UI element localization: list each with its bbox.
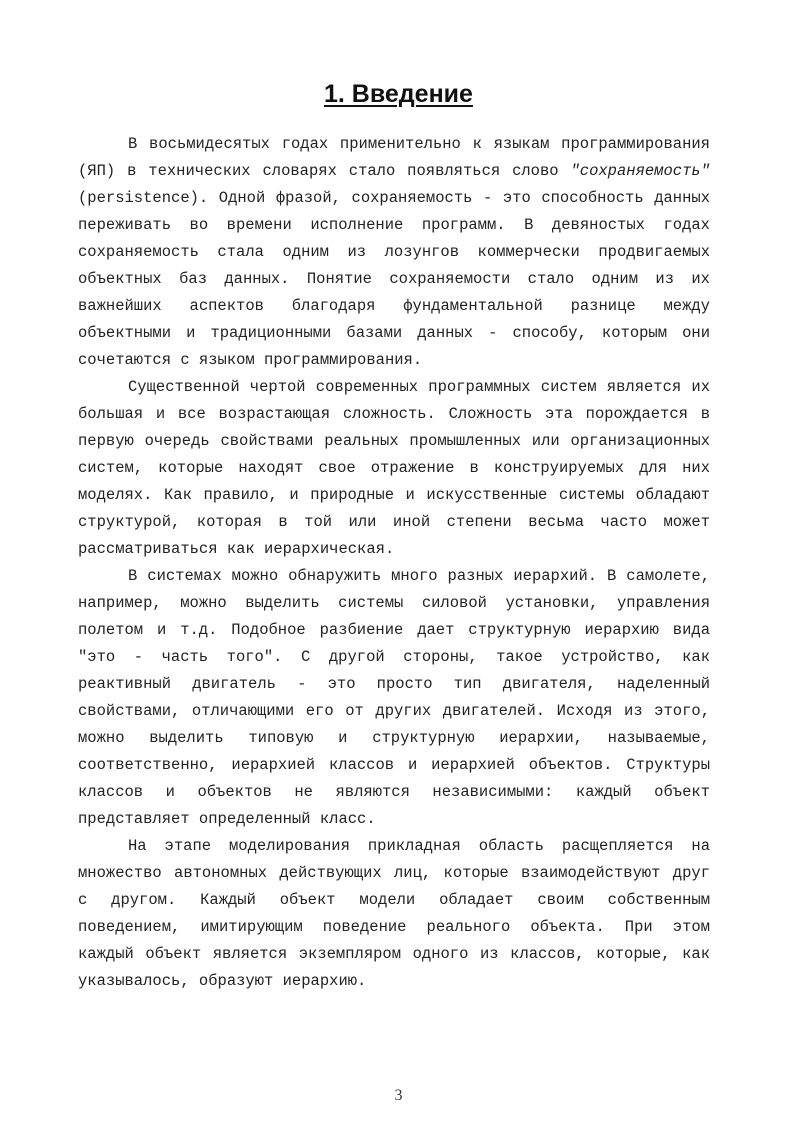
page-number: 3 — [394, 1087, 403, 1104]
body-text — [78, 131, 710, 995]
paragraph-4: На этапе моделирования прикладная область расщепляется на множество автономных действующих лиц, которые взаимодействуют друг с другом. Каждый объект модели обладает своим собственным поведением, имитирующим поведение реального объекта. При этом каждый объект является экземпляром одного из классов, которые, как указывалось, образуют иерархию. — [78, 837, 710, 990]
paragraph-2: Существенной чертой современных программных систем является их большая и все возрастающая сложность. Сложность эта порождается в первую очередь свойствами реальных промышленных или организационных систем, которые находят свое отражение в конструируемых для них моделях. Как правило, и природные и искусственные системы обладают структурой, которая в той или иной степени весьма часто может рассматриваться как иерархическая. — [78, 378, 710, 558]
paragraph-1-text-after: (persistence). Одной фразой, сохраняемость - это способность данных переживать во времени исполнение программ. В девяностых годах сохраняемость стала одним из лозунгов коммерчески продвигаемых объектных баз данных. Понятие сохраняемости стало одним из их важнейших аспектов благодаря фундаментальной разнице между объектными и традиционными базами данных - способу, которым они сочетаются с языком программирования. — [78, 189, 710, 369]
paragraph-1 — [78, 131, 710, 374]
paragraph-1-text-before: В восьмидесятых годах применительно к языкам программирования (ЯП) в технических словарях стало появляться слово — [78, 135, 710, 180]
emphasized-term: "сохраняемость" — [570, 162, 710, 180]
paragraph-3: В системах можно обнаружить много разных иерархий. В самолете, например, можно выделить системы силовой установки, управления полетом и т.д. Подобное разбиение дает структурную иерархию вида "это - часть того". С другой стороны, такое устройство, как реактивный двигатель - это просто тип двигателя, наделенный свойствами, отличающими его от других двигателей. Исходя из этого, можно выделить типовую и структурную иерархии, называемые, соответственно, иерархией классов и иерархией объектов. Структуры классов и объектов не являются независимыми: каждый объект представляет определенный класс. — [78, 567, 710, 828]
section-heading: 1. Введение — [324, 80, 473, 108]
